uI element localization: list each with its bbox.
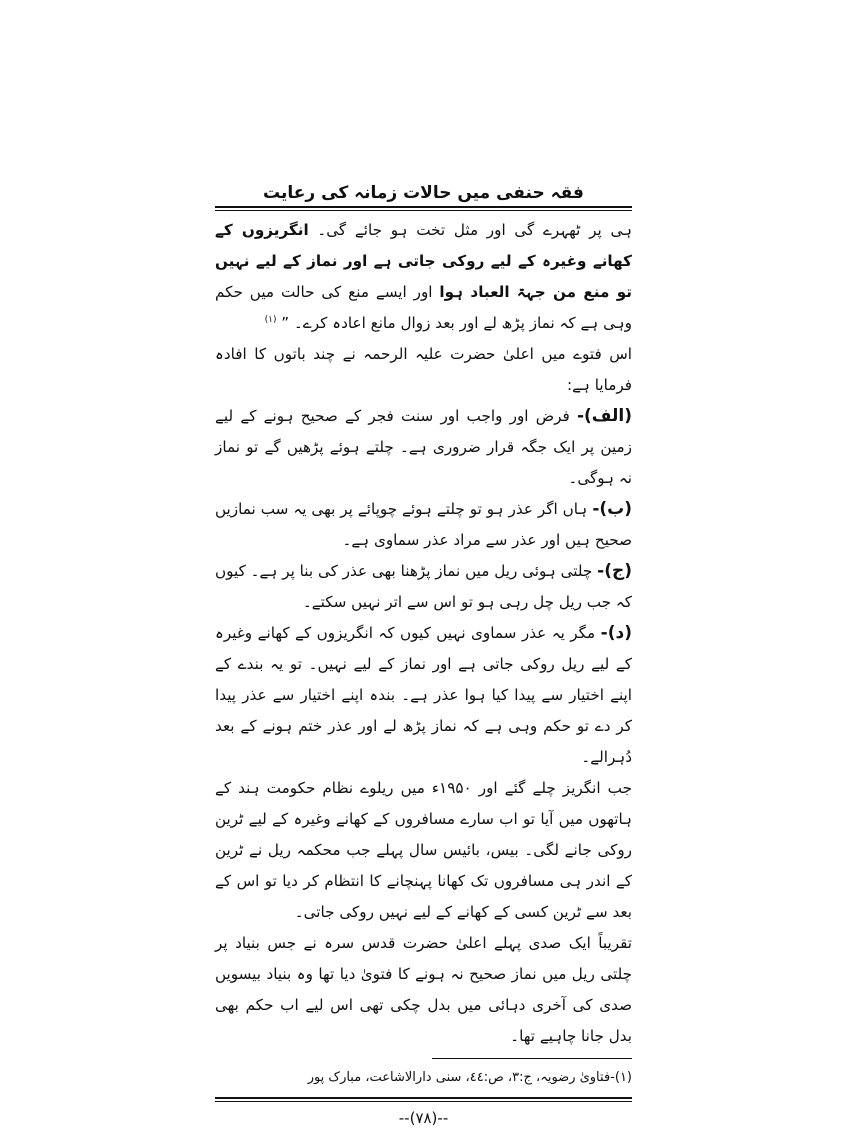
footer-rule-thick (215, 1097, 632, 1099)
point-be-text: ہاں اگر عذر ہو تو چلتے ہوئے چوپائے پر بھی یہ سب نمازیں صحیح ہیں اور عذر سے مراد عذر سماوی ہے۔ (215, 500, 632, 549)
point-jeem-label: (ج)- (597, 561, 633, 581)
page-body (215, 215, 632, 1052)
paragraph-3: جب انگریز چلے گئے اور ۱۹۵۰ء میں ریلوے نظام حکومت ہند کے ہاتھوں میں آیا تو اب سارے مسافروں کے کھانے وغیرہ کے لیے ٹرین روکی جانے لگی۔ بیس، بائیس سال پہلے جب محکمہ ریل نے ٹرین کے اندر ہی مسافروں تک کھانا پہنچانے کا انتظام کر دیا تو اس کے بعد سے ٹرین کسی کے کھانے کے لیے نہیں روکی جاتی۔ (215, 779, 632, 921)
point-jeem-text: چلتی ہوئی ریل میں نماز پڑھنا بھی عذر کی بنا پر ہے۔ کیوں کہ جب ریل چل رہی ہو تو اس سے اتر نہیں سکتے۔ (215, 562, 632, 611)
point-alif-text: فرض اور واجب اور سنت فجر کے صحیح ہونے کے لیے زمین پر ایک جگہ قرار ضروری ہے۔ چلتے ہوئے پڑھیں گے تو نماز نہ ہوگی۔ (215, 407, 632, 487)
header-rule-thin (215, 210, 632, 211)
paragraph-4: تقریباً ایک صدی پہلے اعلیٰ حضرت قدس سرہ نے جس بنیاد پر چلتی ریل میں نماز صحیح نہ ہونے کا فتویٰ دیا تھا وہ بنیاد بیسویں صدی کی آخری دہائی میں بدل چکی تھی اس لیے اب حکم بھی بدل جانا چاہیے تھا۔ (215, 934, 632, 1045)
point-be (215, 494, 632, 556)
point-dal (215, 618, 632, 773)
paragraph-1-rest: اور ایسے منع کی حالت میں حکم وہی ہے کہ نماز پڑھ لے اور بعد زوال مانع اعادہ کرے۔ ” (215, 283, 632, 332)
running-header-title: فقہ حنفی میں حالات زمانہ کی رعایت (263, 183, 584, 203)
point-dal-text: مگر یہ عذر سماوی نہیں کیوں کہ انگریزوں کے کھانے وغیرہ کے لیے ریل روکی جاتی ہے اور نماز کے لیے نہیں۔ تو یہ بندے کے اپنے اختیار سے پیدا کیا ہوا عذر ہے۔ بندہ اپنے اختیار سے عذر پیدا کر دے تو حکم وہی ہے کہ نماز پڑھ لے اور عذر ختم ہونے کے بعد دُہرالے۔ (215, 624, 632, 766)
point-be-label: (ب)- (592, 499, 632, 519)
paragraph-1 (215, 215, 632, 339)
footer-rule-thin (215, 1101, 632, 1102)
book-page (215, 180, 633, 1127)
page-number: --(۷۸)-- (398, 1109, 449, 1127)
footnote-marker: (۱) (264, 314, 277, 325)
point-alif-label: (الف)- (576, 406, 633, 426)
paragraph-1-bold: انگریزوں کے کھانے وغیرہ کے لیے روکی جاتی ہے اور نماز کے لیے نہیں تو منع من جہۃ العباد ہوا (215, 221, 632, 301)
paragraph-2: اس فتوے میں اعلیٰ حضرت علیہ الرحمہ نے چند باتوں کا افادہ فرمایا ہے: (215, 345, 632, 394)
point-jeem (215, 556, 632, 618)
footnote-rule (432, 1058, 632, 1059)
paragraph-1-start: ہی پر ٹھہرے گی اور مثل تخت ہو جائے گی۔ (317, 221, 632, 239)
header-rule-thick (215, 206, 632, 208)
footnote: (۱)-فتاویٰ رضویہ، ج:۳، ص:٤٤، سنی دارالاشاعت، مبارک پور (307, 1070, 632, 1085)
point-alif (215, 401, 632, 494)
point-dal-label: (د)- (600, 623, 632, 643)
